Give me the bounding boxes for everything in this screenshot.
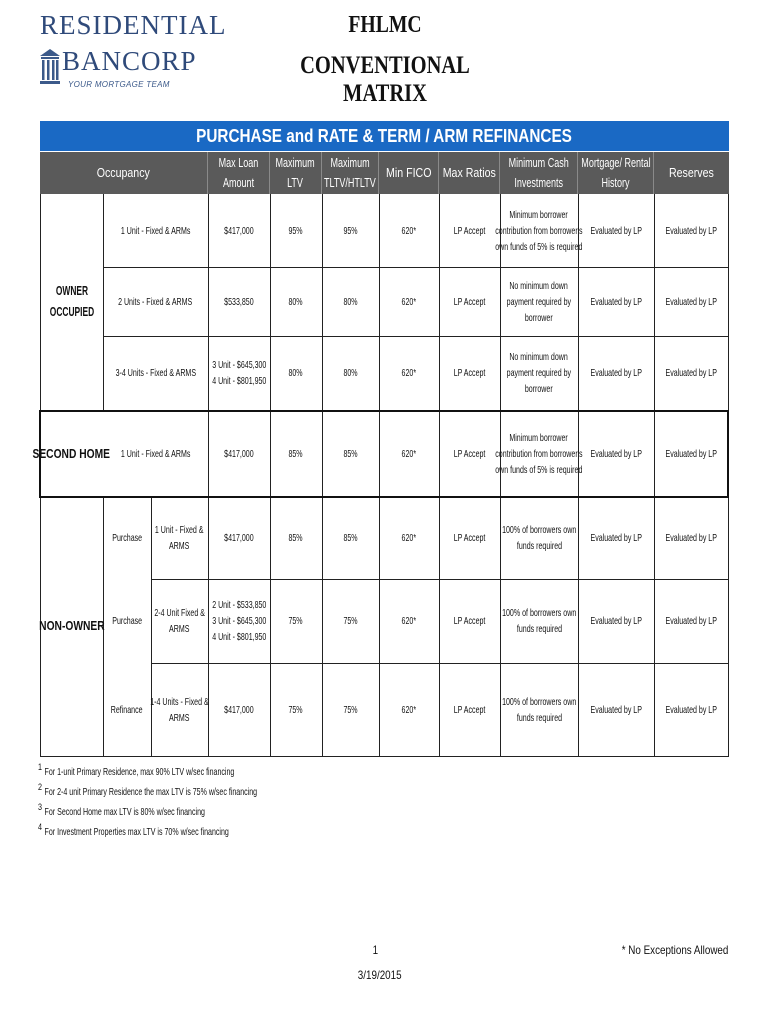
- row-history: Evaluated by LP: [590, 615, 642, 627]
- page-date: 3/19/2015: [358, 968, 402, 982]
- header-history: Mortgage/ Rental History: [578, 152, 654, 194]
- row-max-loan: $417,000: [224, 532, 254, 544]
- row-min-fico: 620*: [401, 532, 417, 544]
- row-history: Evaluated by LP: [590, 367, 642, 379]
- row-max-loan: $417,000: [224, 703, 254, 716]
- header-max-ratios: Max Ratios: [439, 152, 500, 194]
- row-history: Evaluated by LP: [590, 703, 642, 716]
- row-unit-type: 2 Units - Fixed & ARMS: [118, 295, 193, 308]
- row-max-ltv: 75%: [288, 615, 304, 627]
- row-max-ratios: LP Accept: [453, 295, 486, 308]
- footnote-2: $^2$ For 2-4 unit Primary Residence the max LTV is 75% w/sec financing: [38, 782, 257, 798]
- row-subtype: Purchase: [112, 615, 142, 627]
- row-reserves: Evaluated by LP: [665, 367, 717, 379]
- row-max-tltv: 80%: [343, 367, 358, 379]
- logo-tagline: YOUR MORTGAGE TEAM: [68, 80, 170, 89]
- page-subtitle: CONVENTIONAL MATRIX: [300, 52, 470, 107]
- row-history: Evaluated by LP: [590, 295, 642, 308]
- row-unit-type: 1-4 Units - Fixed & ARMS: [150, 695, 209, 724]
- row-max-ratios: LP Accept: [453, 224, 486, 237]
- row-max-ltv: 95%: [288, 224, 304, 237]
- row-unit-type: 1 Unit - Fixed & ARMS: [155, 524, 204, 552]
- row-unit-type: 1 Unit - Fixed & ARMs: [120, 224, 191, 237]
- row-max-loan: $417,000: [224, 224, 254, 237]
- row-max-tltv: 85%: [343, 532, 358, 544]
- group-owner-occupied: OWNER OCCUPIED: [49, 284, 94, 319]
- row-min-fico: 620*: [401, 295, 417, 308]
- row-max-ltv: 75%: [288, 703, 304, 716]
- row-max-ltv: 80%: [288, 295, 304, 308]
- row-history: Evaluated by LP: [590, 532, 642, 544]
- row-min-fico: 620*: [401, 615, 417, 627]
- row-min-fico: 620*: [401, 367, 417, 379]
- row-reserves: Evaluated by LP: [665, 448, 717, 460]
- footnote-4: $^4$ For Investment Properties max LTV is 70% w/sec financing: [38, 822, 229, 838]
- row-max-ltv: 80%: [288, 367, 304, 379]
- row-unit-type: 3-4 Units - Fixed & ARMS: [115, 367, 196, 379]
- page-title: FHLMC: [348, 12, 422, 38]
- row-max-tltv: 95%: [343, 224, 358, 237]
- row-reserves: Evaluated by LP: [665, 295, 717, 308]
- row-reserves: Evaluated by LP: [665, 703, 717, 716]
- header-max-tltv: Maximum TLTV/HTLTV: [322, 152, 379, 194]
- row-min-cash: 100% of borrowers own funds required: [501, 524, 577, 552]
- row-max-ratios: LP Accept: [453, 703, 486, 716]
- row-max-loan: $417,000: [224, 448, 254, 460]
- row-min-fico: 620*: [401, 448, 417, 460]
- logo-line-1: RESIDENTIAL: [40, 10, 227, 40]
- row-reserves: Evaluated by LP: [665, 615, 717, 627]
- footnote-3: $^3$ For Second Home max LTV is 80% w/sec financing: [38, 802, 205, 818]
- header-max-loan: Max Loan Amount: [208, 152, 270, 194]
- row-reserves: Evaluated by LP: [665, 532, 717, 544]
- row-max-loan: 2 Unit - $533,850 3 Unit - $645,300 4 Unit - $801,950: [211, 599, 267, 643]
- row-max-ratios: LP Accept: [453, 367, 486, 379]
- row-max-tltv: 75%: [343, 703, 358, 716]
- pillars-icon: [39, 48, 61, 86]
- row-history: Evaluated by LP: [590, 448, 642, 460]
- row-min-cash: No minimum down payment required by borrower: [506, 351, 572, 395]
- group-non-owner: NON-OWNER: [38, 619, 105, 633]
- row-min-fico: 620*: [401, 224, 417, 237]
- row-max-loan: 3 Unit - $645,300 4 Unit - $801,950: [211, 359, 267, 387]
- row-subtype: Purchase: [112, 532, 142, 544]
- company-logo: [36, 10, 227, 90]
- row-max-ratios: LP Accept: [453, 615, 486, 627]
- row-min-cash: No minimum down payment required by borrower: [506, 279, 572, 324]
- row-min-cash: 100% of borrowers own funds required: [501, 607, 577, 635]
- header-min-cash: Minimum Cash Investments: [500, 152, 578, 194]
- page-number: 1: [372, 943, 378, 957]
- footnote-1: $^1$ For 1-unit Primary Residence, max 90% LTV w/sec financing: [38, 762, 235, 778]
- logo-line-2: BANCORP: [62, 46, 197, 76]
- row-max-tltv: 85%: [343, 448, 358, 460]
- row-unit-type: 2-4 Unit Fixed & ARMS: [154, 607, 205, 635]
- header-reserves: Reserves: [654, 152, 729, 194]
- row-min-cash: Minimum borrower contribution from borrower's own funds of 5% is required: [495, 432, 583, 476]
- row-max-loan: $533,850: [224, 295, 254, 308]
- exceptions-note: * No Exceptions Allowed: [621, 943, 729, 957]
- row-max-tltv: 80%: [343, 295, 358, 308]
- group-second-home: SECOND HOME: [32, 446, 111, 461]
- row-history: Evaluated by LP: [590, 224, 642, 237]
- header-min-fico: Min FICO: [379, 152, 439, 194]
- row-subtype: Refinance: [111, 703, 143, 716]
- row-min-fico: 620*: [401, 703, 417, 716]
- row-max-tltv: 75%: [343, 615, 358, 627]
- row-reserves: Evaluated by LP: [665, 224, 717, 237]
- matrix-banner: PURCHASE and RATE & TERM / ARM REFINANCES: [40, 121, 729, 151]
- row-min-cash: 100% of borrowers own funds required: [501, 695, 577, 724]
- row-max-ratios: LP Accept: [453, 532, 486, 544]
- row-min-cash: Minimum borrower contribution from borrower's own funds of 5% is required: [495, 208, 583, 253]
- header-max-ltv: Maximum LTV: [270, 152, 322, 194]
- row-max-ltv: 85%: [288, 532, 304, 544]
- row-unit-type: 1 Unit - Fixed & ARMs: [120, 448, 191, 460]
- header-occupancy: Occupancy: [40, 152, 208, 194]
- row-max-ratios: LP Accept: [453, 448, 486, 460]
- row-max-ltv: 85%: [288, 448, 304, 460]
